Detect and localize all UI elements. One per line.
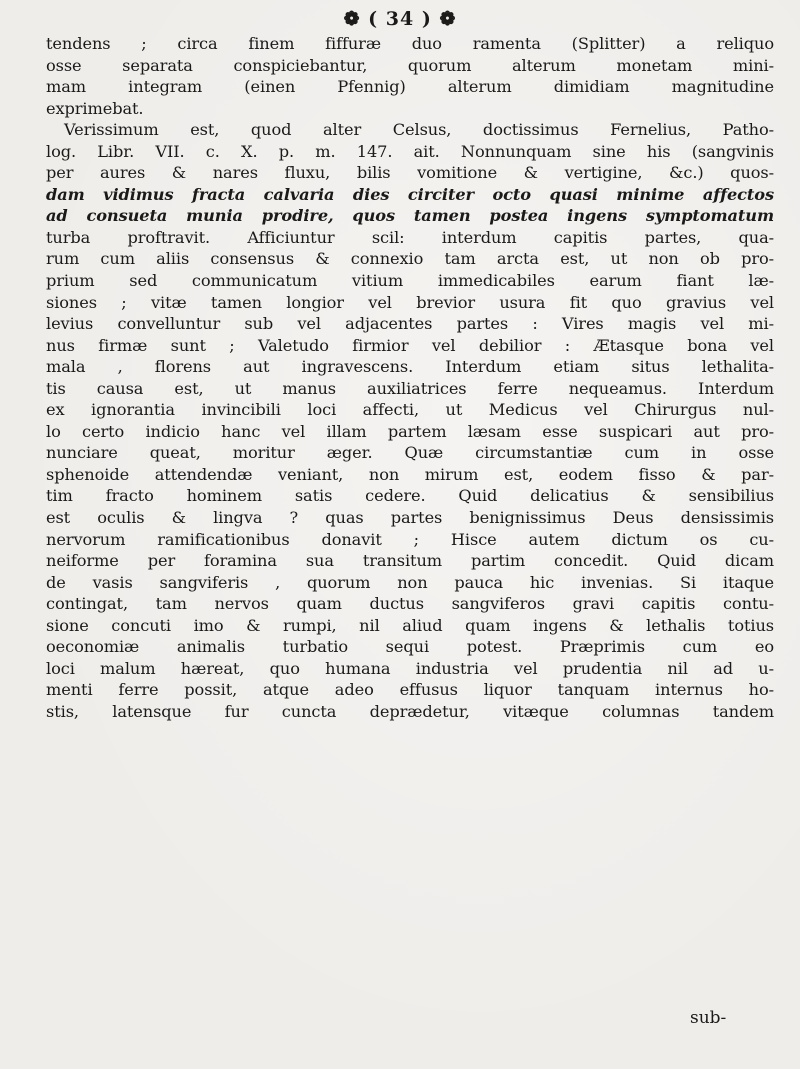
text-line: oeconomiæ animalis turbatio sequi potest. Præprimis cum eo <box>46 637 774 657</box>
text-line: mala , florens aut ingravescens. Interdum etiam situs lethalita- <box>46 357 774 377</box>
text-line: nunciare queat, moritur æger. Quæ circumstantiæ cum in osse <box>46 443 774 463</box>
text-line: sione concuti imo & rumpi, nil aliud quam ingens & lethalis totius <box>46 615 774 635</box>
text-line: turba proftravit. Afficiuntur scil: interdum capitis partes, qua- <box>46 227 774 247</box>
text-line: osse separata conspiciebantur, quorum alterum monetam mini- <box>46 55 774 75</box>
body-text <box>46 33 774 723</box>
text-line: neiforme per foramina sua transitum partim concedit. Quid dicam <box>46 551 774 571</box>
text-line: exprimebat. <box>46 98 144 118</box>
text-line: rum cum aliis consensus & connexio tam arcta est, ut non ob pro- <box>46 249 774 269</box>
text-line: Verissimum est, quod alter Celsus, doctissimus Fernelius, Patho- <box>64 120 774 140</box>
text-line: levius convelluntur sub vel adjacentes partes : Vires magis vel mi- <box>46 314 774 334</box>
text-line: tis causa est, ut manus auxiliatrices ferre nequeamus. Interdum <box>46 378 774 398</box>
text-line: nus firmæ sunt ; Valetudo firmior vel debilior : Ætasque bona vel <box>46 335 774 355</box>
text-line: stis, latensque fur cuncta deprædetur, vitæque columnas tandem <box>46 701 774 721</box>
text-line: est oculis & lingva ? quas partes benignissimus Deus densissimis <box>46 508 774 528</box>
text-line: mam integram (einen Pfennig) alterum dimidiam magnitudine <box>46 77 774 97</box>
text-line: lo certo indicio hanc vel illam partem læsam esse suspicari aut pro- <box>46 421 774 441</box>
text-line: siones ; vitæ tamen longior vel brevior usura fit quo gravius vel <box>46 292 774 312</box>
text-line: tendens ; circa finem fiffuræ duo ramenta (Splitter) a reliquo <box>46 34 774 53</box>
text-line: dam vidimus fracta calvaria dies circiter octo quasi minime affectos <box>46 184 774 204</box>
text-line: de vasis sangviferis , quorum non pauca hic invenias. Si itaque <box>46 572 774 592</box>
text-line: ex ignorantia invincibili loci affecti, ut Medicus vel Chirurgus nul- <box>46 400 774 420</box>
text-line: nervorum ramificationibus donavit ; Hisce autem dictum os cu- <box>46 529 774 549</box>
text-line: log. Libr. VII. c. X. p. m. 147. ait. Nonnunquam sine his (sangvinis <box>46 141 774 161</box>
catchword: sub- <box>690 1008 727 1028</box>
text-line: ad consueta munia prodire, quos tamen postea ingens symptomatum <box>46 206 774 226</box>
text-line: tim fracto hominem satis cedere. Quid delicatius & sensibilius <box>46 486 774 506</box>
page-number-header: ❁ ( 34 ) ❁ <box>343 8 457 30</box>
text-line: loci malum hæreat, quo humana industria vel prudentia nil ad u- <box>46 658 774 678</box>
text-line: contingat, tam nervos quam ductus sangviferos gravi capitis contu- <box>46 594 774 614</box>
text-line: per aures & nares fluxu, bilis vomitione & vertigine, &c.) quos- <box>46 163 774 183</box>
text-line: menti ferre possit, atque adeo effusus liquor tanquam internus ho- <box>46 680 774 700</box>
text-line: sphenoide attendendæ veniant, non mirum est, eodem fisso & par- <box>46 464 774 484</box>
text-line: prium sed communicatum vitium immedicabiles earum fiant læ- <box>46 271 774 291</box>
